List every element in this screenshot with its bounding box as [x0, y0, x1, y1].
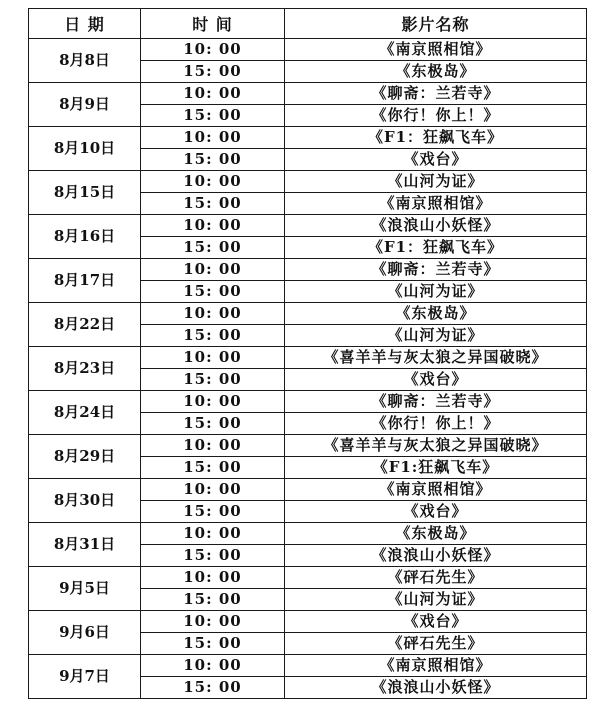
table-row [29, 127, 587, 149]
table-row [29, 39, 587, 61]
time-cell: 15: 00 [141, 589, 285, 611]
table-row [29, 611, 587, 633]
date-cell: 8月22日 [29, 303, 141, 347]
date-cell: 9月7日 [29, 655, 141, 699]
time-cell: 10: 00 [141, 39, 285, 61]
time-cell: 10: 00 [141, 523, 285, 545]
date-cell: 8月9日 [29, 83, 141, 127]
table-row [29, 171, 587, 193]
schedule-sheet [28, 8, 586, 699]
table-row [29, 567, 587, 589]
table-row [29, 523, 587, 545]
screening-schedule-table [28, 8, 587, 699]
film-name-cell: 《山河为证》 [285, 325, 587, 347]
time-cell: 10: 00 [141, 435, 285, 457]
time-cell: 10: 00 [141, 215, 285, 237]
time-cell: 15: 00 [141, 325, 285, 347]
film-name-cell: 《山河为证》 [285, 589, 587, 611]
table-row [29, 655, 587, 677]
time-cell: 15: 00 [141, 369, 285, 391]
table-row [29, 83, 587, 105]
time-cell: 15: 00 [141, 193, 285, 215]
film-name-cell: 《砰石先生》 [285, 633, 587, 655]
time-cell: 10: 00 [141, 127, 285, 149]
date-cell: 8月30日 [29, 479, 141, 523]
film-name-cell: 《浪浪山小妖怪》 [285, 215, 587, 237]
time-cell: 15: 00 [141, 501, 285, 523]
time-cell: 10: 00 [141, 171, 285, 193]
table-body [29, 39, 587, 699]
date-cell: 8月24日 [29, 391, 141, 435]
table-row [29, 347, 587, 369]
film-name-cell: 《东极岛》 [285, 61, 587, 83]
film-name-cell: 《喜羊羊与灰太狼之异国破晓》 [285, 347, 587, 369]
film-name-cell: 《聊斋：兰若寺》 [285, 391, 587, 413]
film-name-cell: 《南京照相馆》 [285, 39, 587, 61]
time-cell: 15: 00 [141, 105, 285, 127]
film-name-cell: 《浪浪山小妖怪》 [285, 545, 587, 567]
time-cell: 15: 00 [141, 413, 285, 435]
film-name-cell: 《南京照相馆》 [285, 479, 587, 501]
time-cell: 10: 00 [141, 391, 285, 413]
film-name-cell: 《砰石先生》 [285, 567, 587, 589]
header-time: 时 间 [141, 9, 285, 39]
film-name-cell: 《浪浪山小妖怪》 [285, 677, 587, 699]
date-cell: 8月10日 [29, 127, 141, 171]
time-cell: 15: 00 [141, 281, 285, 303]
film-name-cell: 《戏台》 [285, 369, 587, 391]
time-cell: 15: 00 [141, 61, 285, 83]
table-row [29, 391, 587, 413]
film-name-cell: 《东极岛》 [285, 523, 587, 545]
time-cell: 10: 00 [141, 567, 285, 589]
date-cell: 8月23日 [29, 347, 141, 391]
time-cell: 15: 00 [141, 149, 285, 171]
table-row [29, 479, 587, 501]
time-cell: 15: 00 [141, 457, 285, 479]
time-cell: 15: 00 [141, 237, 285, 259]
table-row [29, 259, 587, 281]
film-name-cell: 《F1:狂飙飞车》 [285, 457, 587, 479]
film-name-cell: 《聊斋：兰若寺》 [285, 83, 587, 105]
film-name-cell: 《聊斋：兰若寺》 [285, 259, 587, 281]
time-cell: 10: 00 [141, 479, 285, 501]
film-name-cell: 《山河为证》 [285, 281, 587, 303]
table-row [29, 215, 587, 237]
date-cell: 8月15日 [29, 171, 141, 215]
time-cell: 10: 00 [141, 655, 285, 677]
film-name-cell: 《F1：狂飙飞车》 [285, 237, 587, 259]
date-cell: 9月5日 [29, 567, 141, 611]
date-cell: 8月29日 [29, 435, 141, 479]
header-row [29, 9, 587, 39]
date-cell: 8月17日 [29, 259, 141, 303]
film-name-cell: 《南京照相馆》 [285, 655, 587, 677]
time-cell: 10: 00 [141, 83, 285, 105]
film-name-cell: 《你行！你上！》 [285, 413, 587, 435]
header-film-name: 影片名称 [285, 9, 587, 39]
time-cell: 10: 00 [141, 303, 285, 325]
film-name-cell: 《喜羊羊与灰太狼之异国破晓》 [285, 435, 587, 457]
table-header [29, 9, 587, 39]
film-name-cell: 《山河为证》 [285, 171, 587, 193]
time-cell: 10: 00 [141, 347, 285, 369]
date-cell: 8月16日 [29, 215, 141, 259]
table-row [29, 435, 587, 457]
date-cell: 8月8日 [29, 39, 141, 83]
film-name-cell: 《你行！你上！》 [285, 105, 587, 127]
header-date: 日 期 [29, 9, 141, 39]
film-name-cell: 《东极岛》 [285, 303, 587, 325]
time-cell: 15: 00 [141, 633, 285, 655]
time-cell: 10: 00 [141, 611, 285, 633]
date-cell: 8月31日 [29, 523, 141, 567]
film-name-cell: 《戏台》 [285, 149, 587, 171]
time-cell: 10: 00 [141, 259, 285, 281]
film-name-cell: 《戏台》 [285, 501, 587, 523]
film-name-cell: 《南京照相馆》 [285, 193, 587, 215]
film-name-cell: 《F1：狂飙飞车》 [285, 127, 587, 149]
time-cell: 15: 00 [141, 545, 285, 567]
time-cell: 15: 00 [141, 677, 285, 699]
film-name-cell: 《戏台》 [285, 611, 587, 633]
table-row [29, 303, 587, 325]
date-cell: 9月6日 [29, 611, 141, 655]
